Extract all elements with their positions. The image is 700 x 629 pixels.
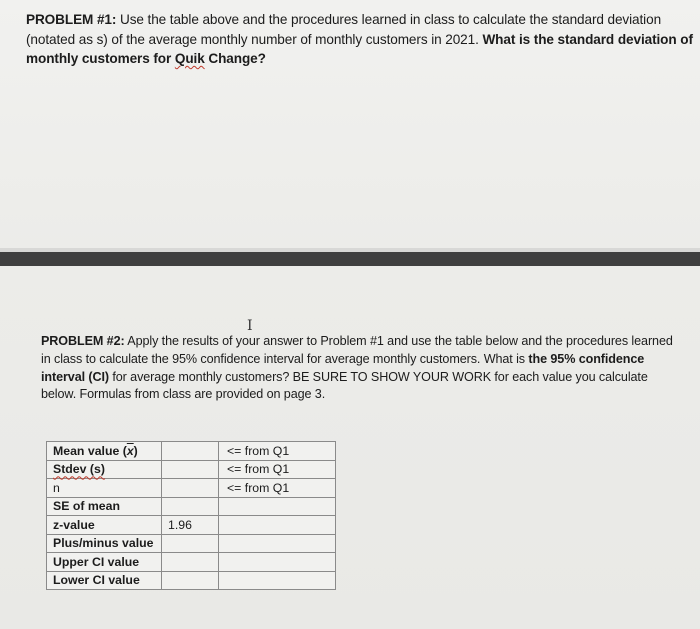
row-label-se: SE of mean (47, 497, 162, 516)
table-row (47, 571, 336, 590)
problem-1-label: PROBLEM #1: (26, 12, 117, 27)
table-row (47, 460, 336, 479)
table-row (47, 553, 336, 572)
problem-2-paragraph (41, 333, 681, 404)
note-cell: <= from Q1 (219, 442, 336, 461)
table-row (47, 497, 336, 516)
row-label-stdev: Stdev (s) (47, 460, 162, 479)
row-label-mean: Mean value $(\overline{x})$ (47, 442, 162, 461)
note-cell: <= from Q1 (219, 479, 336, 498)
problem-1-text: Use the table above and the procedures learned in class to calculate the standard deviation (notated as s) of the average monthly number of monthly customers in 2021. (26, 12, 662, 47)
row-label-n: n (47, 479, 162, 498)
value-cell-upper-ci[interactable] (162, 553, 219, 572)
row-label-plusminus: Plus/minus value (47, 534, 162, 553)
value-cell-z[interactable]: 1.96 (162, 516, 219, 535)
x-bar-symbol: $\overline{x}$ (126, 443, 134, 458)
value-cell-n[interactable] (162, 479, 219, 498)
note-cell (219, 553, 336, 572)
note-cell (219, 571, 336, 590)
row-label-z: z-value (47, 516, 162, 535)
note-cell (219, 497, 336, 516)
confidence-interval-table (46, 441, 336, 590)
problem-2-text: Apply the results of your answer to Problem #1 and use the table below and the procedures learned in class to calculate the 95% confidence interval for average monthly customers. What is (41, 334, 673, 366)
problem-1-question-end: Change? (204, 51, 266, 66)
value-cell-stdev[interactable] (162, 460, 219, 479)
table-row (47, 479, 336, 498)
section-divider (0, 252, 700, 266)
value-cell-lower-ci[interactable] (162, 571, 219, 590)
problem-2-bold-ci: the 95% confidence interval (CI) (41, 351, 645, 384)
company-name-spellcheck[interactable]: Quik (174, 51, 205, 66)
note-cell (219, 534, 336, 553)
value-cell-se[interactable] (162, 497, 219, 516)
row-label-lower-ci: Lower CI value (47, 571, 162, 590)
row-label-upper-ci: Upper CI value (47, 553, 162, 572)
table-row (47, 516, 336, 535)
value-cell-mean[interactable] (162, 442, 219, 461)
table-row (47, 534, 336, 553)
value-cell-plusminus[interactable] (162, 534, 219, 553)
table-row (47, 442, 336, 461)
problem-2-text-end: for average monthly customers? BE SURE TO SHOW YOUR WORK for each value you calculate below. Formulas from class are provided on page 3. (41, 369, 648, 402)
problem-2-label: PROBLEM #2: (41, 334, 125, 348)
problem-1-question: What is the standard deviation of monthly customers for (26, 31, 693, 66)
text-cursor-icon: I (247, 318, 253, 334)
problem-1-paragraph (26, 10, 694, 69)
note-cell: <= from Q1 (219, 460, 336, 479)
note-cell (219, 516, 336, 535)
